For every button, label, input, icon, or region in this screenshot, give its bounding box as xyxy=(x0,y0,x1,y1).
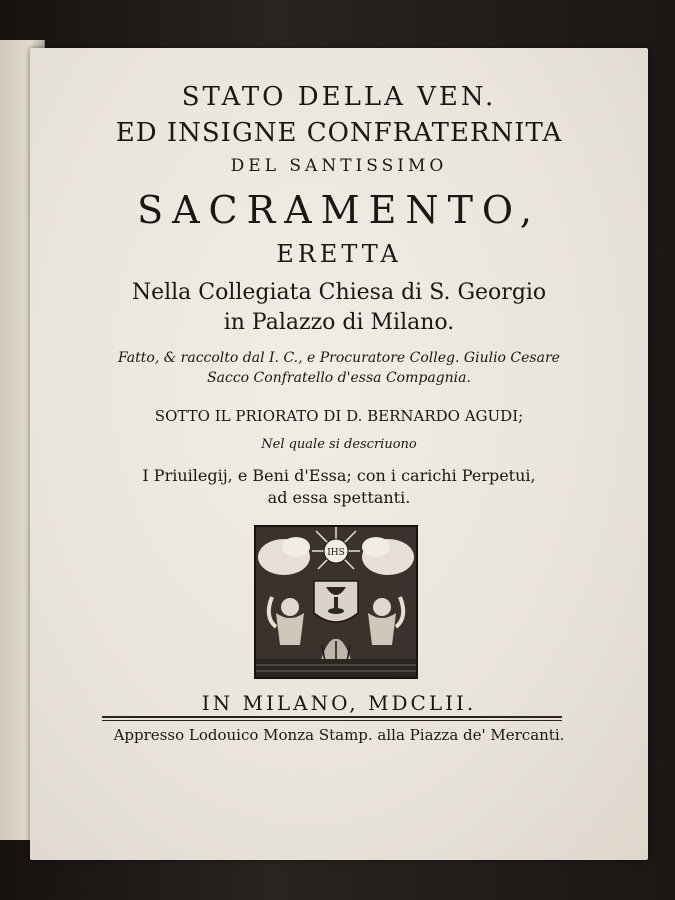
description-line-1: I Priuilegij, e Beni d'Essa; con i carichi Perpetui, xyxy=(142,466,536,485)
title-line-sacramento: SACRAMENTO, xyxy=(137,188,541,232)
woodcut-emblem xyxy=(254,525,418,679)
church-line-2: in Palazzo di Milano. xyxy=(223,310,455,335)
church-line-1: Nella Collegiata Chiesa di S. Georgio xyxy=(131,280,547,305)
imprint-printer: Appresso Lodouico Monza Stamp. alla Piazza de' Mercanti. xyxy=(113,726,565,744)
title-page xyxy=(30,48,648,860)
priorato-line: SOTTO IL PRIORATO DI D. BERNARDO AGUDI; xyxy=(154,407,524,425)
title-line-eretta: ERETTA xyxy=(276,240,402,268)
imprint-place: IN MILANO, MDCLII. xyxy=(201,691,477,715)
title-line-2: ED INSIGNE CONFRATERNITA xyxy=(115,118,563,148)
title-line-3: DEL SANTISSIMO xyxy=(230,156,448,176)
imprint-rule-thin xyxy=(102,720,562,721)
author-line-2: Sacco Confratello d'essa Compagnia. xyxy=(207,370,471,386)
woodcut-emblem-art xyxy=(256,527,416,677)
description-intro: Nel quale si descriuono xyxy=(261,437,417,452)
description-line-2: ad essa spettanti. xyxy=(267,488,411,507)
author-line-1: Fatto, & raccolto dal I. C., e Procuratore Colleg. Giulio Cesare xyxy=(118,350,560,366)
ihs-monogram: IHS xyxy=(327,548,345,558)
title-line-1: STATO DELLA VEN. xyxy=(181,82,497,112)
imprint-rule xyxy=(102,716,562,718)
